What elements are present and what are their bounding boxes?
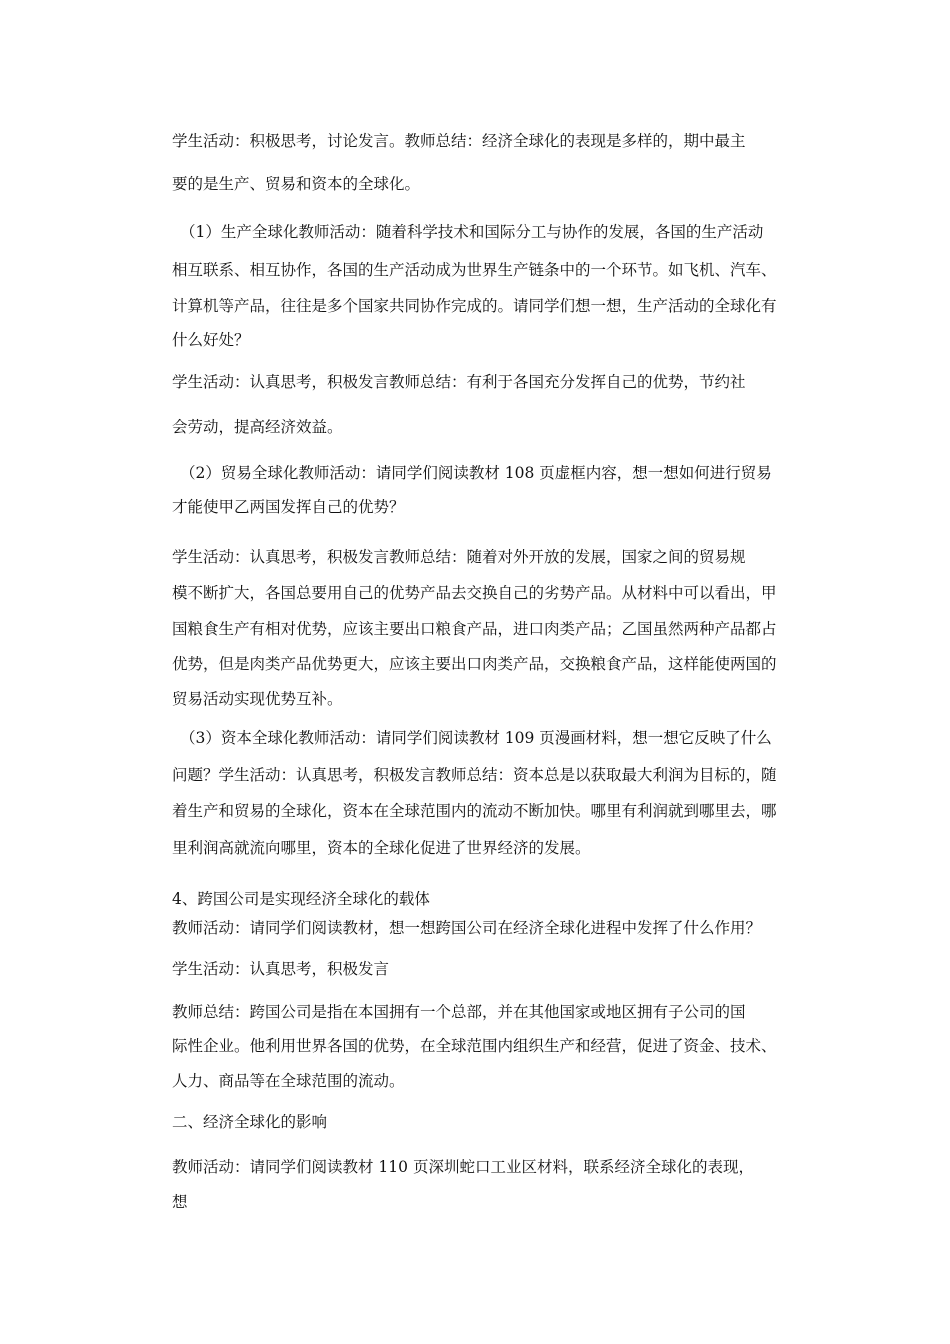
text-line: 人力、商品等在全球范围的流动。 [172, 1072, 405, 1090]
text-line: （3）资本全球化教师活动：请同学们阅读教材 109 页漫画材料，想一想它反映了什么 [180, 729, 772, 747]
text-line: （2）贸易全球化教师活动：请同学们阅读教材 108 页虚框内容，想一想如何进行贸易 [180, 464, 772, 482]
text-line: 计算机等产品，往往是多个国家共同协作完成的。请同学们想一想，生产活动的全球化有 [172, 297, 777, 315]
text-line: 想 [172, 1193, 188, 1211]
section-heading: 二、经济全球化的影响 [172, 1113, 328, 1131]
text-line: 学生活动：认真思考，积极发言 [172, 960, 390, 978]
text-line: 教师总结：跨国公司是指在本国拥有一个总部，并在其他国家或地区拥有子公司的国 [172, 1003, 746, 1021]
text-line: 际性企业。他利用世界各国的优势，在全球范围内组织生产和经营，促进了资金、技术、 [172, 1037, 777, 1055]
text-line: （1）生产全球化教师活动：随着科学技术和国际分工与协作的发展，各国的生产活动 [180, 223, 764, 241]
text-line: 学生活动：认真思考，积极发言教师总结：随着对外开放的发展，国家之间的贸易规 [172, 548, 746, 566]
text-line: 国粮食生产有相对优势，应该主要出口粮食产品，进口肉类产品；乙国虽然两种产品都占 [172, 620, 777, 638]
text-line: 学生活动：认真思考，积极发言教师总结：有利于各国充分发挥自己的优势，节约社 [172, 373, 746, 391]
text-line: 什么好处？ [172, 331, 250, 349]
text-line: 会劳动，提高经济效益。 [172, 418, 343, 436]
text-line: 里利润高就流向哪里，资本的全球化促进了世界经济的发展。 [172, 839, 591, 857]
text-line: 问题？学生活动：认真思考，积极发言教师总结：资本总是以获取最大利润为目标的，随 [172, 766, 777, 784]
text-line: 教师活动：请同学们阅读教材 110 页深圳蛇口工业区材料，联系经济全球化的表现， [172, 1158, 754, 1176]
text-line: 教师活动：请同学们阅读教材，想一想跨国公司在经济全球化进程中发挥了什么作用？ [172, 919, 762, 937]
text-line: 要的是生产、贸易和资本的全球化。 [172, 175, 421, 193]
text-line: 相互联系、相互协作，各国的生产活动成为世界生产链条中的一个环节。如飞机、汽车、 [172, 261, 777, 279]
text-line: 学生活动：积极思考，讨论发言。教师总结：经济全球化的表现是多样的，期中最主 [172, 132, 746, 150]
text-line: 着生产和贸易的全球化，资本在全球范围内的流动不断加快。哪里有利润就到哪里去，哪 [172, 802, 777, 820]
text-line: 优势，但是肉类产品优势更大，应该主要出口肉类产品，交换粮食产品，这样能使两国的 [172, 655, 777, 673]
section-heading: 4、跨国公司是实现经济全球化的载体 [172, 890, 430, 908]
text-line: 才能使甲乙两国发挥自己的优势？ [172, 498, 405, 516]
text-line: 模不断扩大，各国总要用自己的优势产品去交换自己的劣势产品。从材料中可以看出，甲 [172, 584, 777, 602]
text-line: 贸易活动实现优势互补。 [172, 690, 343, 708]
